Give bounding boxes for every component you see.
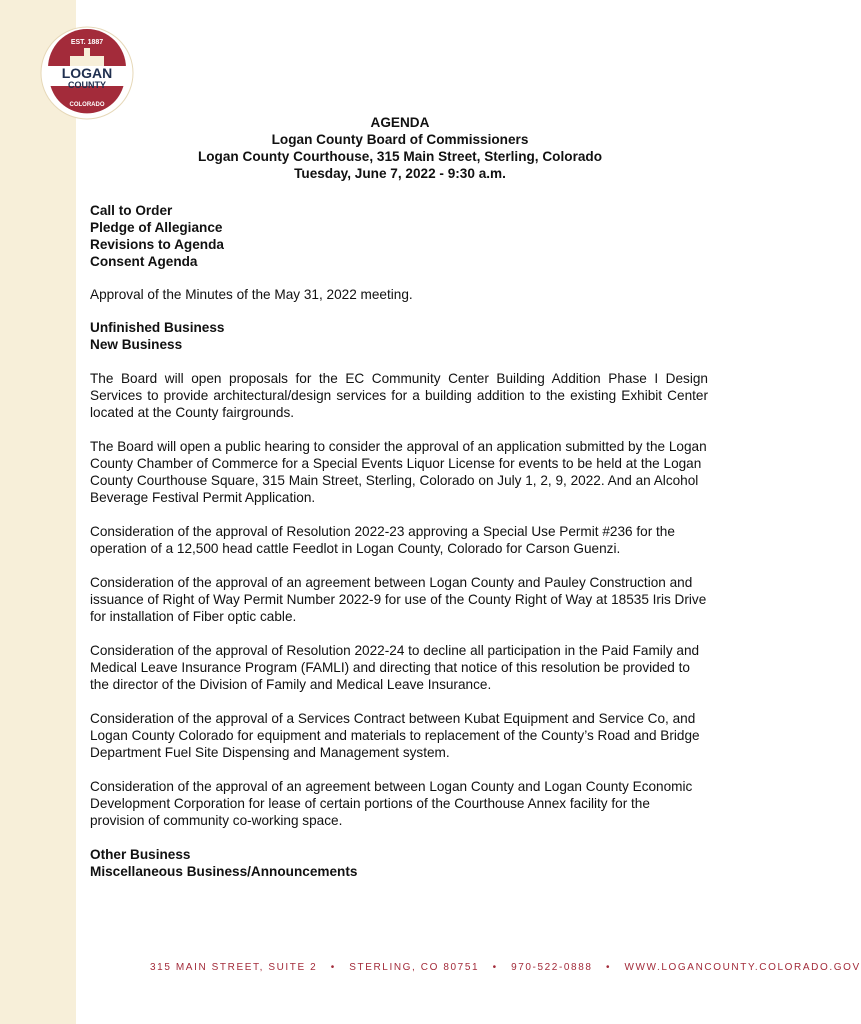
section-heading: Other Business: [90, 847, 191, 862]
logo-name-line2: COUNTY: [68, 80, 106, 90]
board-name: Logan County Board of Commissioners: [271, 132, 529, 147]
footer-address: 315 MAIN STREET, SUITE 2: [150, 962, 318, 973]
logo-name-line1: LOGAN: [61, 65, 113, 81]
section-heading: Miscellaneous Business/Announcements: [90, 864, 358, 879]
business-headings: [90, 319, 708, 353]
logo-top-text: EST. 1887: [70, 39, 104, 46]
consent-agenda-text: Approval of the Minutes of the May 31, 2022 meeting.: [90, 287, 413, 302]
agenda-body: [90, 202, 708, 880]
new-business-item: Consideration of the approval of a Services Contract between Kubat Equipment and Service Co, and Logan County Colorado for equipment and materials to replacement of the County’s Road and Bridge Department Fuel Site Dispensing and Management system.: [90, 711, 700, 760]
footer-separator: •: [492, 962, 498, 973]
agenda-header: [90, 114, 710, 182]
closing-items: [90, 846, 708, 880]
section-heading: Unfinished Business: [90, 320, 225, 335]
footer-separator: •: [330, 962, 336, 973]
decorative-side-band: [0, 0, 76, 1024]
meeting-date: Tuesday, June 7, 2022 - 9:30 a.m.: [294, 166, 506, 181]
agenda-item-heading: Pledge of Allegiance: [90, 220, 223, 235]
footer-phone: 970-522-0888: [511, 962, 593, 973]
new-business-item: Consideration of the approval of Resolution 2022-24 to decline all participation in the Paid Family and Medical Leave Insurance Program (FAMLI) and directing that notice of this resolution be provided to the director of the Division of Family and Medical Leave Insurance.: [90, 643, 700, 692]
footer-city: STERLING, CO 80751: [349, 962, 480, 973]
agenda-item-heading: Call to Order: [90, 203, 173, 218]
letterhead-footer: [150, 962, 861, 973]
new-business-item: Consideration of the approval of an agreement between Logan County and Logan County Economic Development Corporation for lease of certain portions of the Courthouse Annex facility for the provision of community co-working space.: [90, 779, 693, 828]
new-business-item: The Board will open proposals for the EC Community Center Building Addition Phase I Design Services to provide architectural/design services for a building addition to the existing Exhibit Center located at the County fairgrounds.: [90, 371, 708, 420]
new-business-item: The Board will open a public hearing to consider the approval of an application submitted by the Logan County Chamber of Commerce for a Special Events Liquor License for events to be held at the Logan County Courthouse Square, 315 Main Street, Sterling, Colorado on July 1, 2, 9, 2022. And an Alcohol Beverage Festival Permit Application.: [90, 439, 707, 505]
logan-county-logo: [40, 26, 134, 120]
logo-bottom-text: COLORADO: [69, 102, 105, 108]
opening-items: [90, 202, 708, 270]
agenda-item-heading: Revisions to Agenda: [90, 237, 224, 252]
new-business-item: Consideration of the approval of Resolution 2022-23 approving a Special Use Permit #236 for the operation of a 12,500 head cattle Feedlot in Logan County, Colorado for Carson Guenzi.: [90, 524, 675, 556]
new-business-item: Consideration of the approval of an agreement between Logan County and Pauley Construction and issuance of Right of Way Permit Number 2022-9 for use of the County Right of Way at 18535 Iris Drive for installation of Fiber optic cable.: [90, 575, 707, 624]
agenda-item-heading: Consent Agenda: [90, 254, 198, 269]
footer-separator: •: [605, 962, 612, 973]
meeting-location: Logan County Courthouse, 315 Main Street, Sterling, Colorado: [197, 149, 603, 164]
agenda-title: AGENDA: [370, 115, 430, 130]
footer-website: WWW.LOGANCOUNTY.COLORADO.GOV: [624, 962, 861, 973]
section-heading: New Business: [90, 337, 183, 352]
